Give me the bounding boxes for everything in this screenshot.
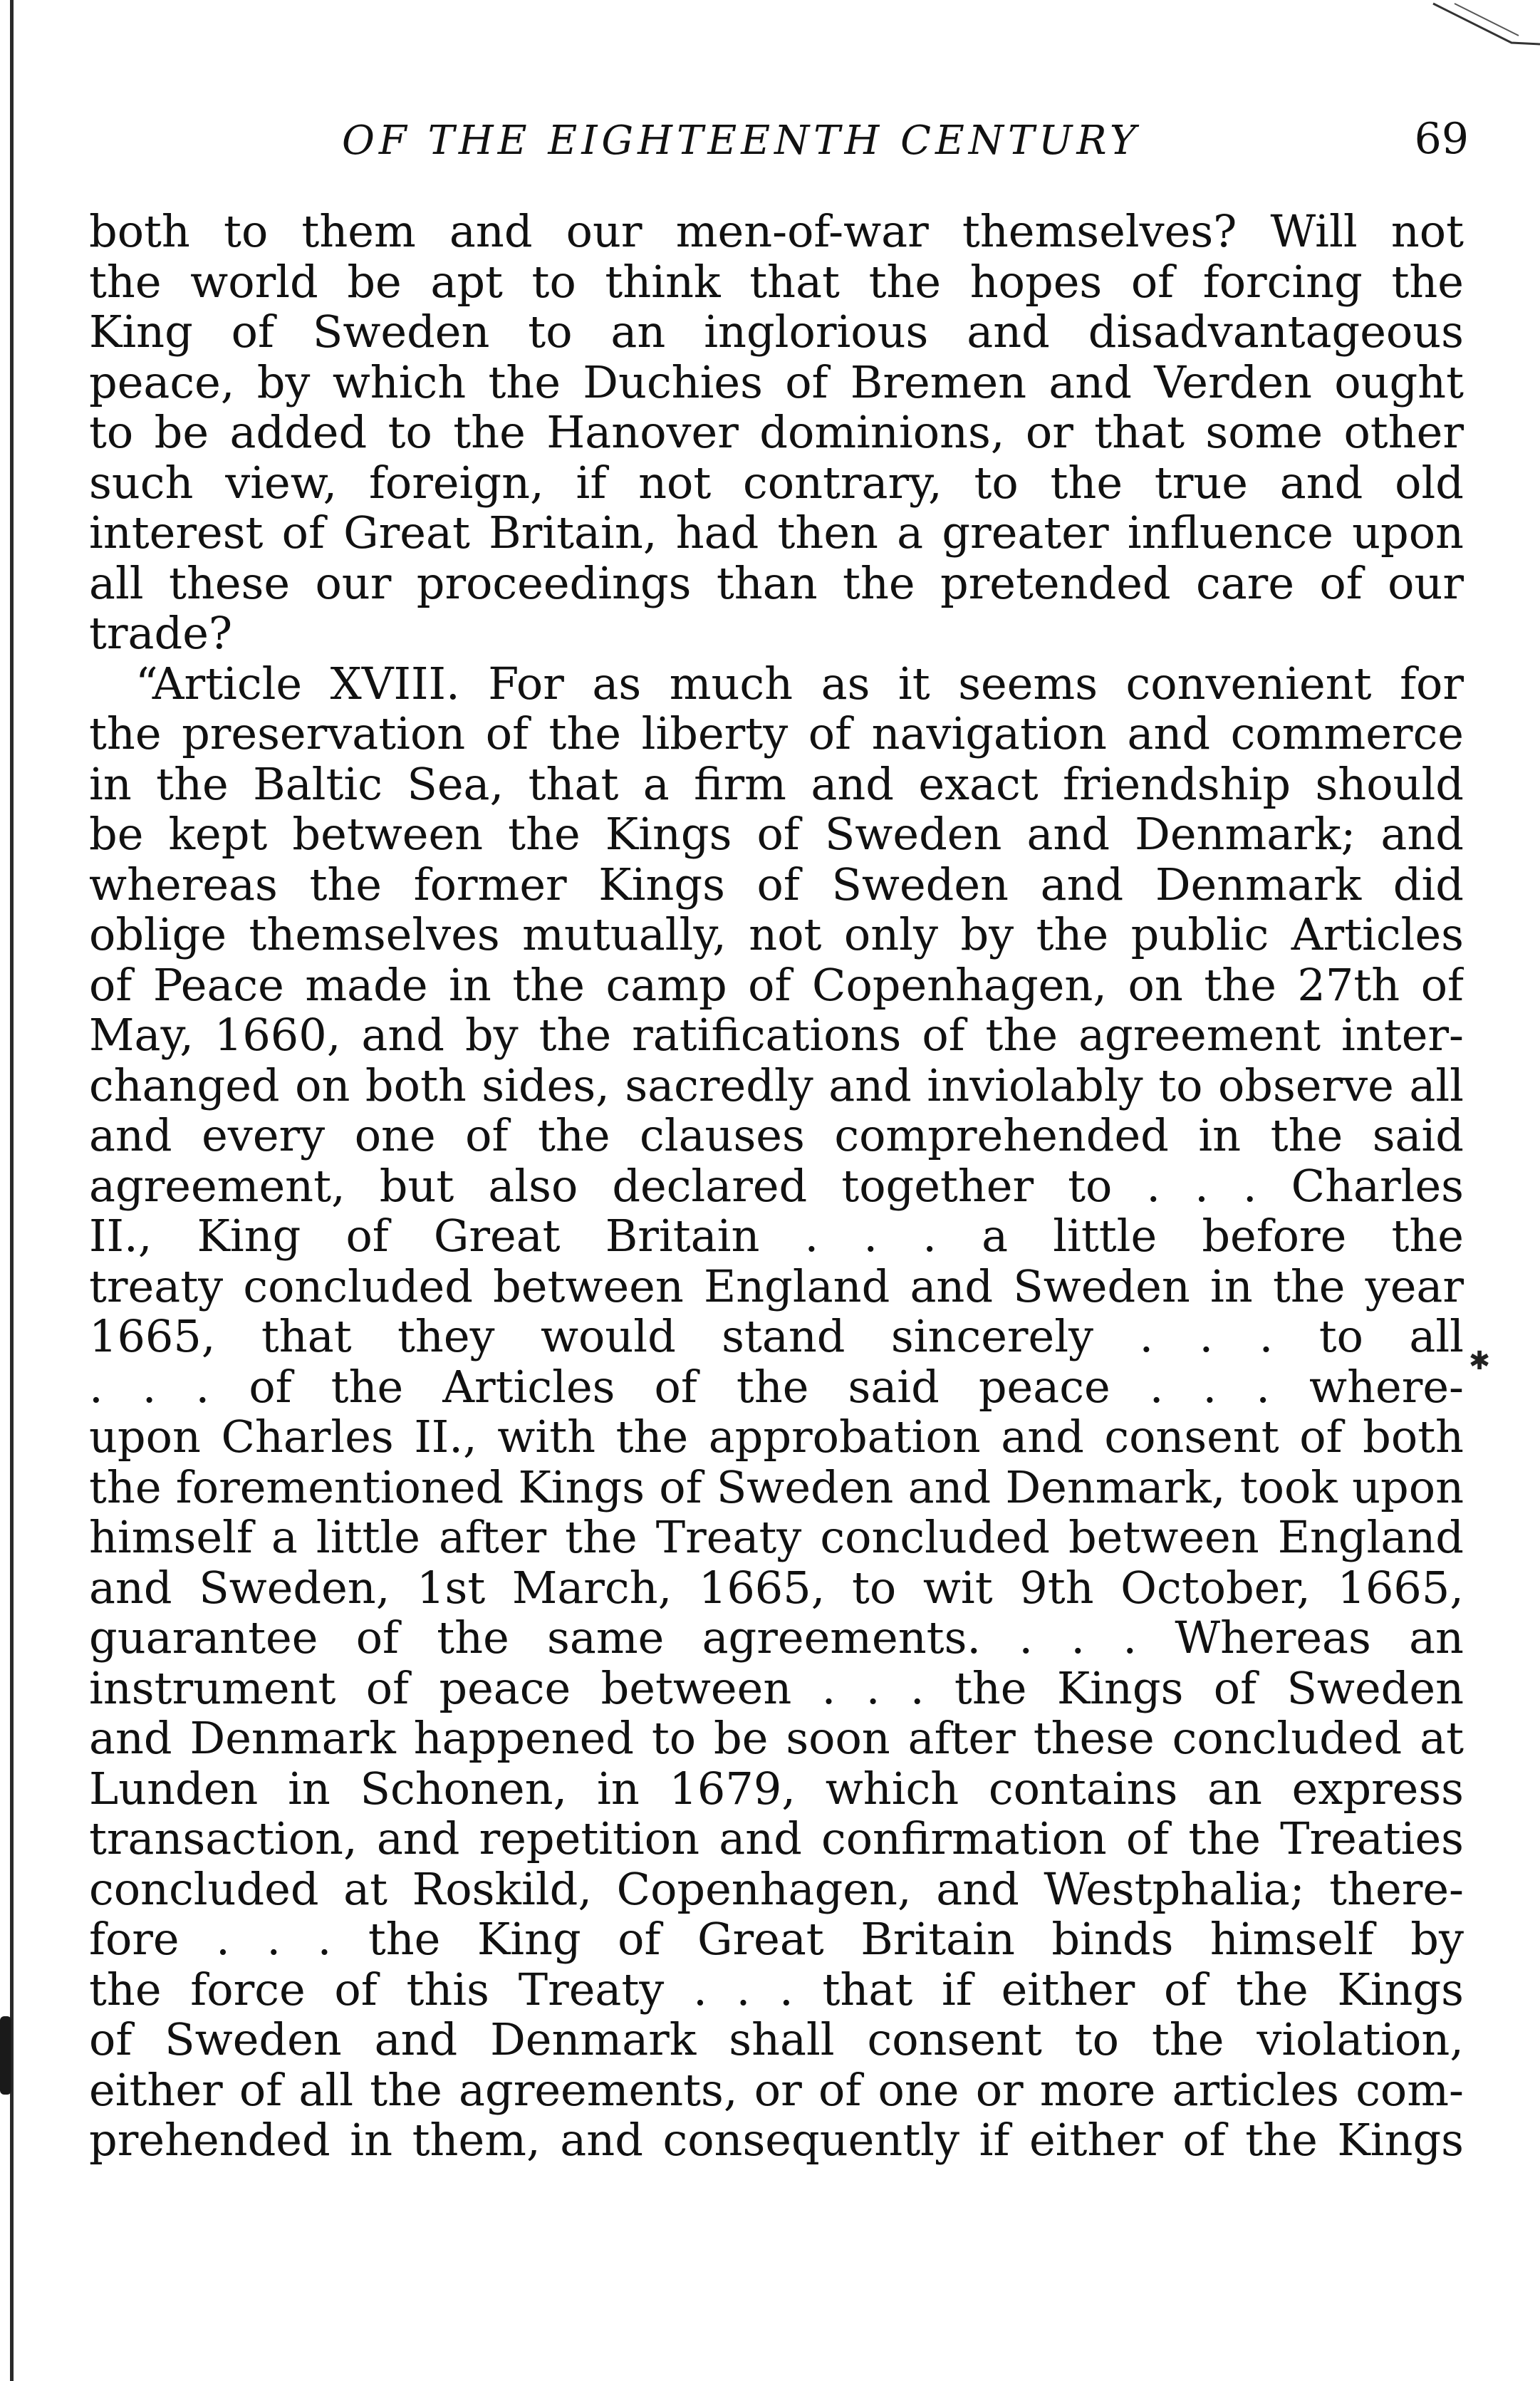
text-line: and Sweden, 1st March, 1665, to wit 9th October, 1665, (89, 1562, 1464, 1613)
text-line: upon Charles II., with the approbation and consent of both (89, 1412, 1464, 1463)
text-line: and Denmark happened to be soon after these concluded at (89, 1713, 1464, 1764)
text-line: agreement, but also declared together to . . . Charles (89, 1161, 1464, 1211)
text-line: treaty concluded between England and Sweden in the year (89, 1261, 1464, 1312)
scan-binding-mark (0, 2016, 11, 2095)
running-title: OF THE EIGHTEENTH CENTURY (342, 118, 1140, 164)
text-line: prehended in them, and consequently if either of the Kings (89, 2115, 1464, 2166)
text-line: the world be apt to think that the hopes of forcing the (89, 256, 1464, 307)
text-line: the preservation of the liberty of navigation and commerce (89, 709, 1464, 759)
text-line: King of Sweden to an inglorious and disadvantageous (89, 307, 1464, 358)
text-line: all these our proceedings than the pretended care of our (89, 558, 1464, 608)
text-line: the force of this Treaty . . . that if either of the Kings (89, 1964, 1464, 2015)
text-line: both to them and our men-of-war themselves? Will not (89, 207, 1464, 257)
text-line: and every one of the clauses comprehended in the said (89, 1111, 1464, 1161)
scan-corner-fold-icon (1426, 0, 1540, 57)
text-line: guarantee of the same agreements. . . . Whereas an (89, 1613, 1464, 1664)
text-line: May, 1660, and by the ratifications of the agreement inter- (89, 1010, 1464, 1061)
text-line: to be added to the Hanover dominions, or that some other (89, 408, 1464, 458)
text-line: changed on both sides, sacredly and inviolably to observe all (89, 1060, 1464, 1111)
text-line: transaction, and repetition and confirmation of the Treaties (89, 1814, 1464, 1864)
text-line: in the Baltic Sea, that a firm and exact friendship should (89, 759, 1464, 809)
text-line: . . . of the Articles of the said peace . . . where- (89, 1361, 1464, 1412)
text-line: interest of Great Britain, had then a greater influence upon (89, 508, 1464, 559)
text-line: of Peace made in the camp of Copenhagen, on the 27th of (89, 960, 1464, 1010)
text-line: trade? (89, 608, 233, 659)
text-line: be kept between the Kings of Sweden and Denmark; and (89, 809, 1464, 860)
text-line: oblige themselves mutually, not only by the public Articles (89, 910, 1464, 960)
page-number: 69 (1414, 114, 1469, 164)
margin-asterisk-icon: ✱ (1469, 1347, 1491, 1376)
text-line: either of all the agreements, or of one or more articles com- (89, 2065, 1464, 2115)
body-text (89, 207, 1464, 2166)
text-line: himself a little after the Treaty concluded between England (89, 1513, 1464, 1563)
text-line: the forementioned Kings of Sweden and Denmark, took upon (89, 1462, 1464, 1513)
text-line: II., King of Great Britain . . . a little before the (89, 1211, 1464, 1262)
text-line: Lunden in Schonen, in 1679, which contains an express (89, 1763, 1464, 1814)
text-line: of Sweden and Denmark shall consent to the violation, (89, 2015, 1464, 2065)
text-line: such view, foreign, if not contrary, to the true and old (89, 457, 1464, 508)
text-line: 1665, that they would stand sincerely . . . to all (89, 1312, 1464, 1362)
text-line: instrument of peace between . . . the Kings of Sweden (89, 1663, 1464, 1713)
text-line: peace, by which the Duchies of Bremen and Verden ought (89, 357, 1464, 408)
text-line: concluded at Roskild, Copenhagen, and Westphalia; there- (89, 1864, 1464, 1914)
text-line: whereas the former Kings of Sweden and Denmark did (89, 859, 1464, 910)
text-line: fore . . . the King of Great Britain binds himself by (89, 1914, 1464, 1965)
text-line: “Article XVIII. For as much as it seems convenient for (135, 658, 1464, 709)
